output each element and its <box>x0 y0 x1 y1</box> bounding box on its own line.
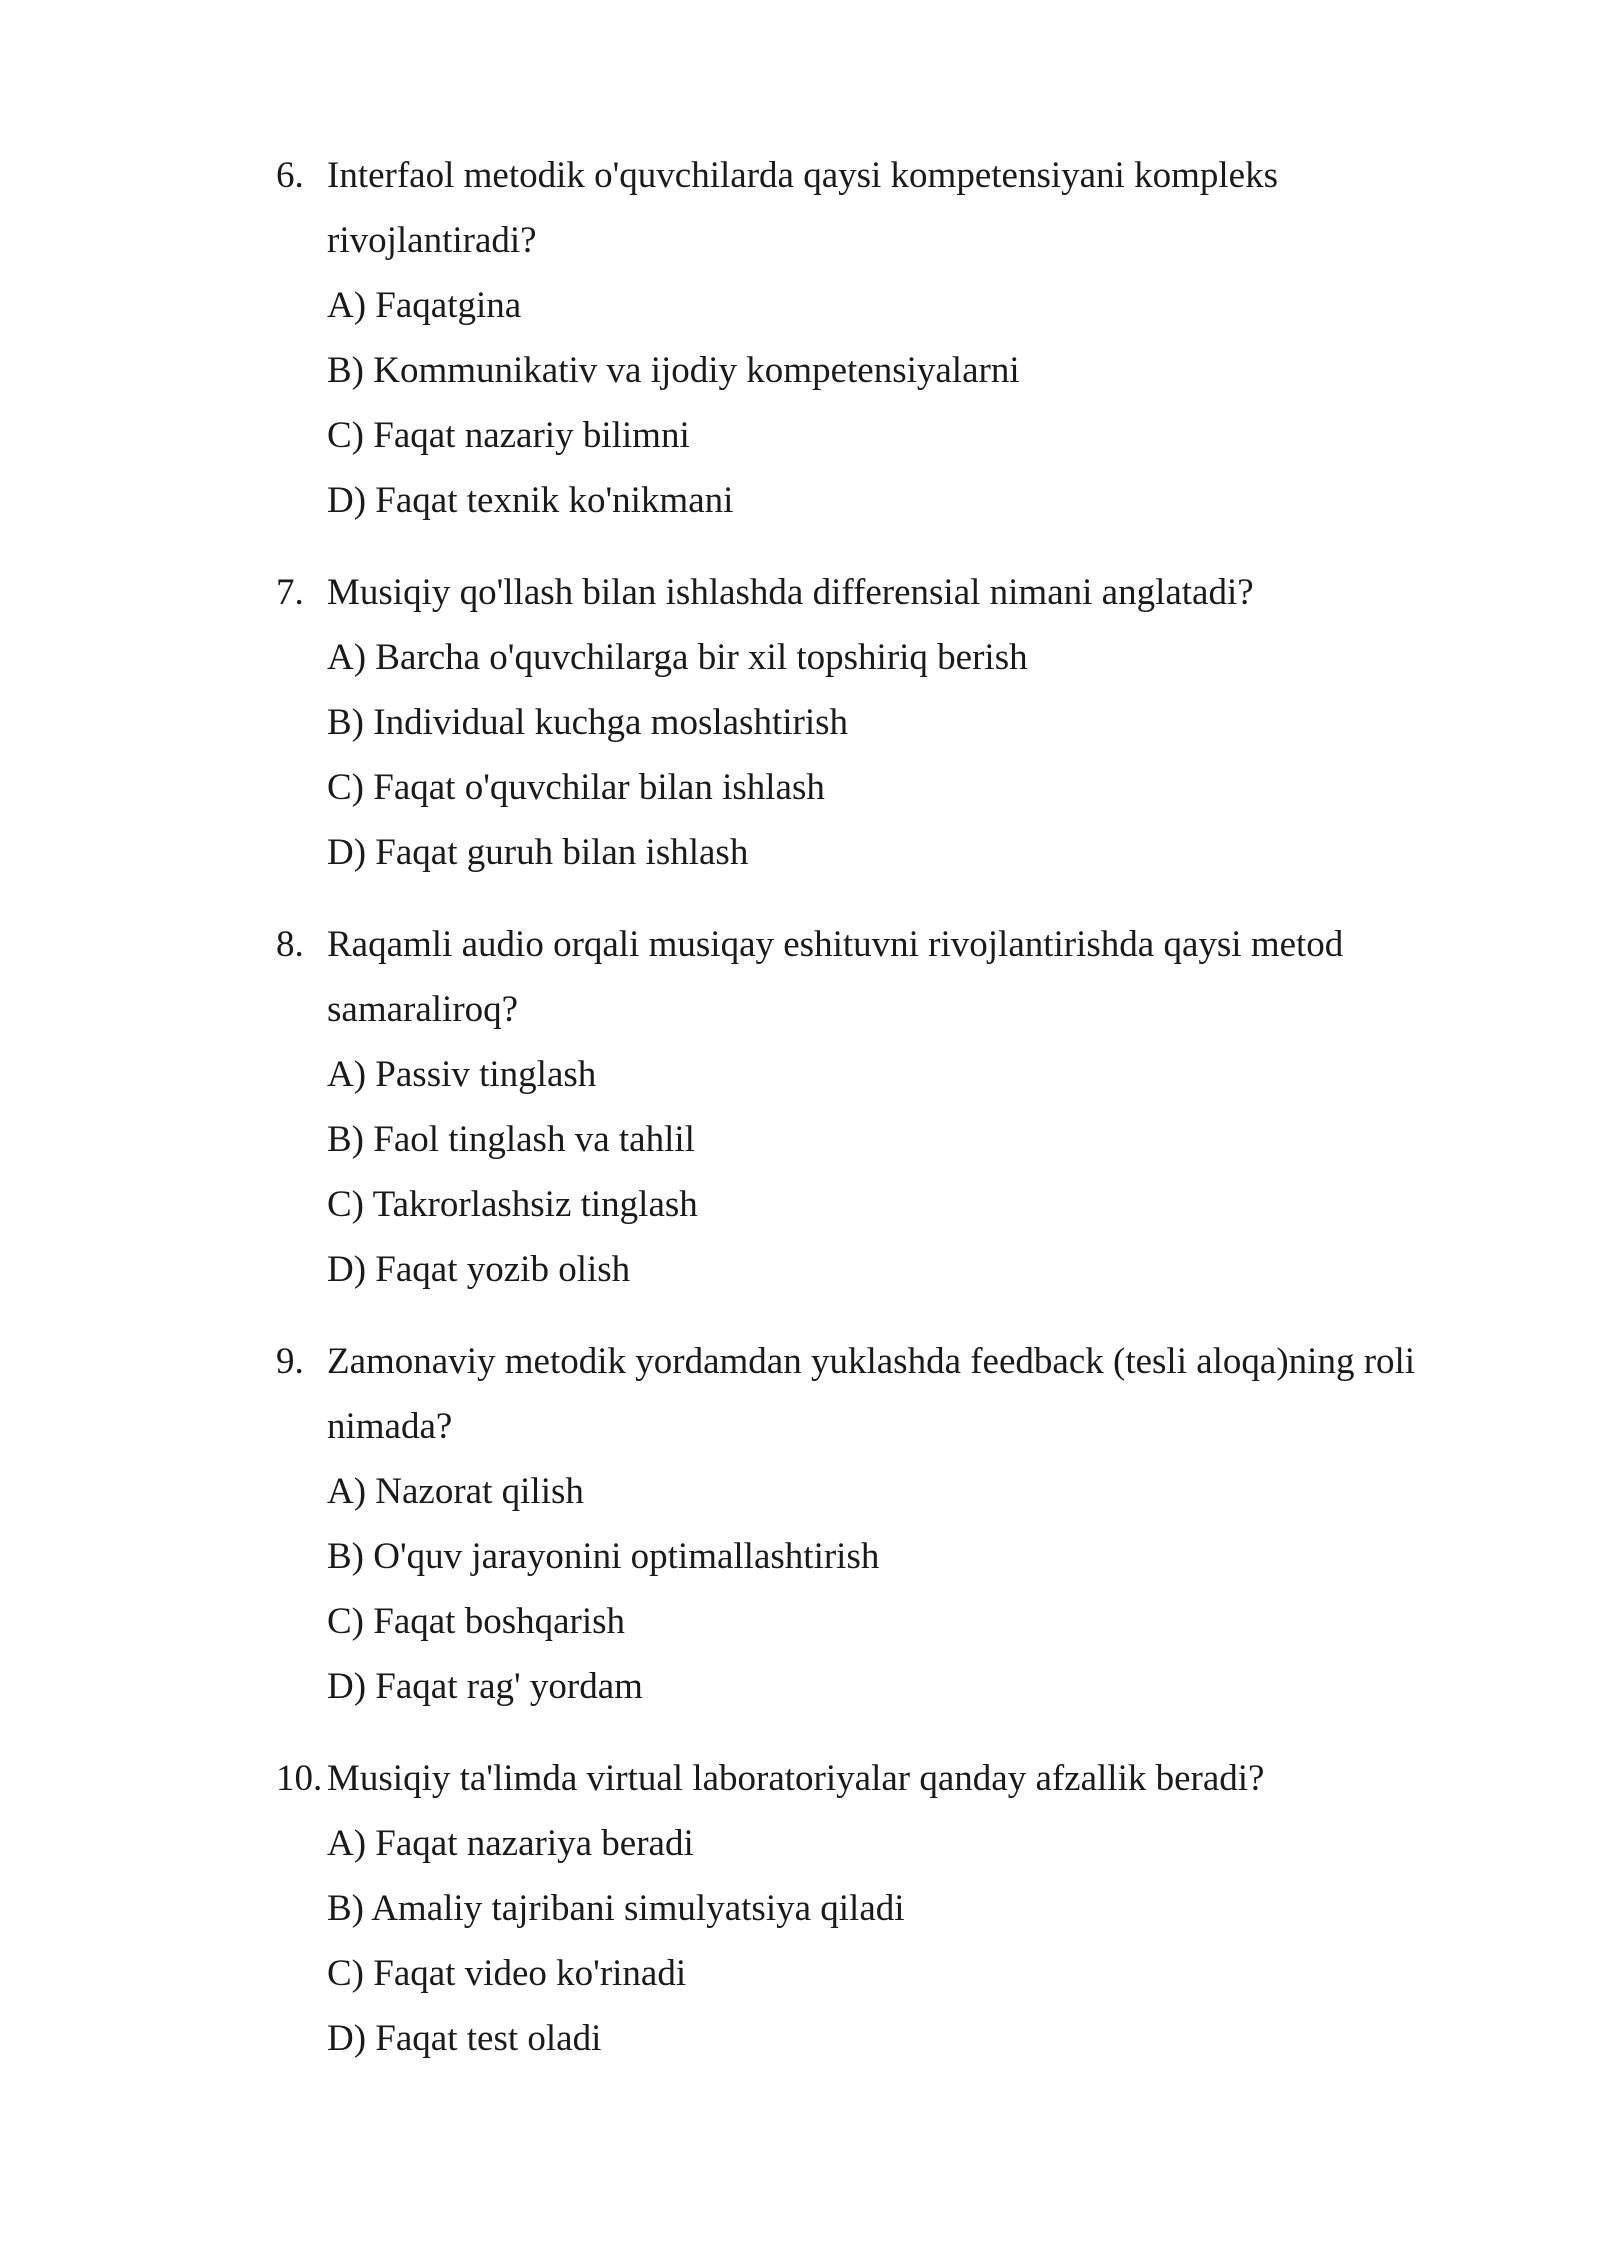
question-9-option-b: B) O'quv jarayonini optimallashtirish <box>327 1536 880 1577</box>
question-8-number: 8. <box>276 924 304 965</box>
question-6-text-continued: rivojlantiradi? <box>327 220 537 261</box>
question-8-option-d: D) Faqat yozib olish <box>327 1249 631 1290</box>
question-10 <box>276 1746 1476 2071</box>
question-8-line <box>276 912 1476 977</box>
question-10-line <box>276 1746 1476 1811</box>
question-10-text: Musiqiy ta'limda virtual laboratoriyalar qanday afzallik beradi? <box>327 1758 1265 1799</box>
question-8-option-c: C) Takrorlashsiz tinglash <box>327 1184 698 1225</box>
question-6-option-c: C) Faqat nazariy bilimni <box>327 415 690 456</box>
question-6-option-b: B) Kommunikativ va ijodiy kompetensiyalarni <box>327 350 1020 391</box>
question-9-text-continued: nimada? <box>327 1406 453 1447</box>
question-10-number: 10. <box>276 1758 323 1799</box>
question-6-option-a: A) Faqatgina <box>327 285 522 326</box>
question-9-option-c: C) Faqat boshqarish <box>327 1601 626 1642</box>
question-9-option-a: A) Nazorat qilish <box>327 1471 584 1512</box>
question-10-option-c: C) Faqat video ko'rinadi <box>327 1953 687 1994</box>
question-9-line <box>276 1329 1476 1394</box>
question-8-text-continued: samaraliroq? <box>327 989 519 1030</box>
question-9-text: Zamonaviy metodik yordamdan yuklashda feedback (tesli aloqa)ning roli <box>327 1341 1416 1382</box>
question-6-option-d: D) Faqat texnik ko'nikmani <box>327 480 734 521</box>
question-9-option-d: D) Faqat rag' yordam <box>327 1666 643 1707</box>
question-6 <box>276 143 1476 533</box>
question-7-option-b: B) Individual kuchga moslashtirish <box>327 702 849 743</box>
question-7-option-d: D) Faqat guruh bilan ishlash <box>327 832 749 873</box>
question-8 <box>276 912 1476 1302</box>
question-7-option-a: A) Barcha o'quvchilarga bir xil topshiriq berish <box>327 637 1028 678</box>
question-8-option-b: B) Faol tinglash va tahlil <box>327 1119 695 1160</box>
question-8-option-a: A) Passiv tinglash <box>327 1054 597 1095</box>
question-7-option-c: C) Faqat o'quvchilar bilan ishlash <box>327 767 825 808</box>
question-9 <box>276 1329 1476 1719</box>
question-9-number: 9. <box>276 1341 304 1382</box>
question-7 <box>276 560 1476 885</box>
question-7-line <box>276 560 1476 625</box>
question-6-text: Interfaol metodik o'quvchilarda qaysi kompetensiyani kompleks <box>327 155 1278 196</box>
question-10-option-a: A) Faqat nazariya beradi <box>327 1823 694 1864</box>
question-6-line <box>276 143 1476 208</box>
question-7-text: Musiqiy qo'llash bilan ishlashda differensial nimani anglatadi? <box>327 572 1254 613</box>
question-10-option-d: D) Faqat test oladi <box>327 2018 602 2059</box>
question-6-number: 6. <box>276 155 304 196</box>
question-10-option-b: B) Amaliy tajribani simulyatsiya qiladi <box>327 1888 905 1929</box>
question-7-number: 7. <box>276 572 304 613</box>
question-8-text: Raqamli audio orqali musiqay eshituvni rivojlantirishda qaysi metod <box>327 924 1344 965</box>
